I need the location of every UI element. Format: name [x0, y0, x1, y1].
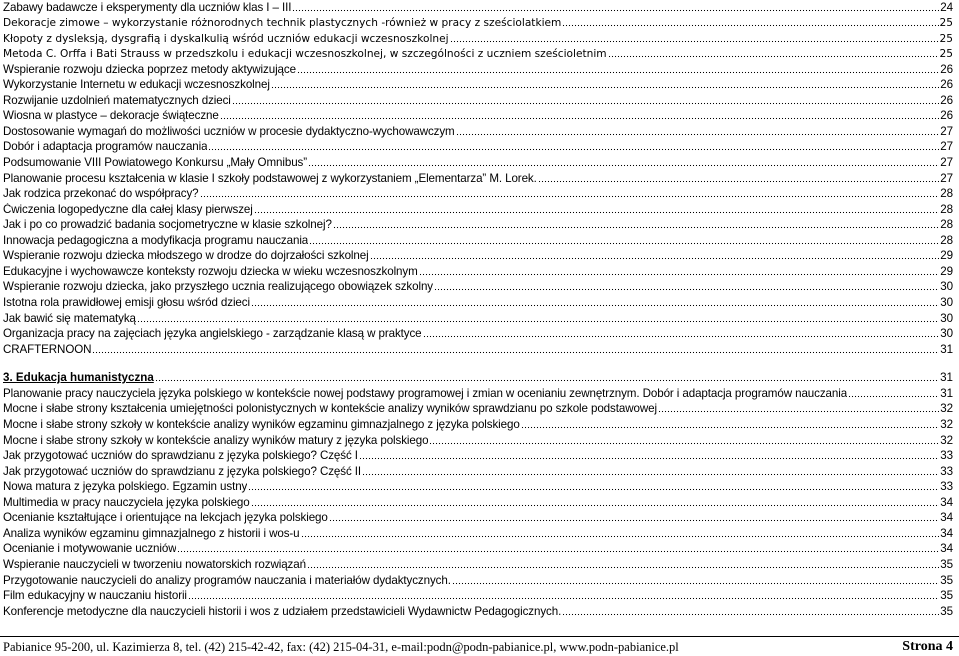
toc-entry[interactable]: [3, 109, 953, 123]
toc-dot-leader: [538, 180, 940, 183]
toc-entry-title: Planowanie pracy nauczyciela języka polskiego w kontekście nowej podstawy programowej i zmian w ocenianiu zewnętrznym. Dobór i adaptacja programów nauczania: [3, 386, 848, 400]
toc-entry[interactable]: [3, 402, 953, 416]
toc-entry-page: 25: [939, 17, 953, 30]
toc-dot-leader: [562, 24, 938, 27]
toc-dot-leader: [271, 86, 939, 89]
toc-entry[interactable]: [3, 449, 953, 463]
toc-dot-leader: [333, 226, 940, 229]
toc-entry[interactable]: [3, 327, 953, 341]
toc-entry-title: Wspieranie nauczycieli w tworzeniu nowatorskich rozwiązań: [3, 557, 306, 571]
toc-entry-title: Wspieranie rozwoju dziecka młodszego w drodze do dojrzałości szkolnej: [3, 249, 369, 263]
toc-dot-leader: [848, 395, 939, 398]
toc-entry-title: Ocenianie i motywowanie uczniów: [3, 542, 177, 556]
toc-entry-page: 24: [940, 0, 953, 14]
toc-dot-leader: [208, 148, 939, 151]
toc-entry-page: 30: [940, 280, 953, 294]
toc-entry[interactable]: [3, 265, 953, 279]
toc-entry-page: 32: [940, 402, 953, 416]
toc-entry[interactable]: [3, 1, 953, 15]
toc-entry[interactable]: [3, 589, 953, 603]
toc-entry-page: 32: [940, 433, 953, 447]
toc-entry-title: Wiosna w plastyce – dekoracje świąteczne: [3, 109, 219, 123]
toc-entry[interactable]: [3, 249, 953, 263]
toc-entry-page: 28: [940, 187, 953, 201]
toc-entry-page: 30: [940, 311, 953, 325]
toc-entry-title: Jak rodzica przekonać do współpracy?: [3, 187, 199, 201]
toc-entry-title: Mocne i słabe strony szkoły w kontekście analizy wyników matury z języka polskiego: [3, 433, 429, 447]
toc-entry-title: Wykorzystanie Internetu w edukacji wczesnoszkolnej: [3, 78, 270, 92]
toc-entry-title: Rozwijanie uzdolnień matematycznych dzieci: [3, 93, 231, 107]
toc-entry-page: 34: [940, 495, 953, 509]
toc-entry-page: 27: [940, 171, 953, 185]
toc-entry[interactable]: [3, 296, 953, 310]
toc-dot-leader: [434, 288, 939, 291]
toc-entry-page: 34: [940, 542, 953, 556]
toc-entry-page: 27: [940, 140, 953, 154]
toc-entry[interactable]: [3, 172, 953, 186]
toc-entry[interactable]: [3, 343, 953, 357]
toc-entry-title: Ćwiczenia logopedyczne dla całej klasy pierwszej: [3, 202, 253, 216]
toc-entry-title: Nowa matura z języka polskiego. Egzamin ustny: [3, 480, 248, 494]
toc-entry[interactable]: [3, 234, 953, 248]
page-footer: [0, 636, 959, 656]
toc-dot-leader: [248, 488, 939, 491]
toc-dot-leader: [297, 71, 939, 74]
toc-dot-leader: [359, 457, 939, 460]
toc-entry[interactable]: [3, 280, 953, 294]
toc-entry-page: 28: [940, 218, 953, 232]
toc-entry[interactable]: [3, 32, 953, 46]
toc-dot-leader: [329, 519, 940, 522]
toc-dot-leader: [370, 257, 940, 260]
toc-entry-page: 26: [940, 93, 953, 107]
toc-dot-leader: [292, 9, 939, 12]
toc-entry-title: Dostosowanie wymagań do możliwości uczniów w procesie dydaktyczno-wychowawczym: [3, 124, 455, 138]
toc-section-heading[interactable]: [3, 371, 953, 385]
toc-entry-title: Planowanie procesu kształcenia w klasie I szkoły podstawowej z wykorzystaniem „Elementarza” M. Lorek.: [3, 171, 537, 185]
toc-entry-page: 30: [940, 295, 953, 309]
toc-dot-leader: [658, 410, 939, 413]
toc-entry[interactable]: [3, 480, 953, 494]
toc-entry[interactable]: [3, 574, 953, 588]
toc-entry-page: 31: [940, 342, 953, 356]
toc-entry-page: 29: [940, 264, 953, 278]
toc-entry-page: 33: [940, 464, 953, 478]
toc-dot-leader: [188, 597, 939, 600]
toc-entry-page: 35: [940, 589, 953, 603]
toc-entry[interactable]: [3, 94, 953, 108]
toc-entry-page: 29: [940, 249, 953, 263]
toc-dot-leader: [254, 211, 940, 214]
toc-entry-page: 31: [940, 371, 953, 385]
toc-entry[interactable]: [3, 605, 953, 619]
toc-entry[interactable]: [3, 511, 953, 525]
toc-entry-title: Mocne i słabe strony kształcenia umiejętności polonistycznych w kontekście analizy wyników sprawdzianu po szkole podstawowej: [3, 402, 657, 416]
toc-entry-title: Kłopoty z dysleksją, dysgrafią i dyskalkulią wśród uczniów edukacji wczesnoszkolnej: [3, 32, 449, 45]
toc-entry-title: Dekoracje zimowe – wykorzystanie różnorodnych technik plastycznych -również w pracy z sześciolatkiem: [3, 17, 562, 30]
footer-address: Pabianice 95-200, ul. Kazimierza 8, tel. (42) 215-42-42, fax: (42) 215-04-31, e-mail:podn@podn-pabianice.pl, www.podn-pabianice.pl: [3, 640, 679, 654]
toc-entry[interactable]: [3, 203, 953, 217]
toc-entry-page: 25: [939, 32, 953, 45]
toc-dot-leader: [155, 379, 939, 382]
toc-entry-title: Jak przygotować uczniów do sprawdzianu z języka polskiego? Część II: [3, 464, 362, 478]
toc-dot-leader: [450, 40, 939, 43]
toc-entry[interactable]: [3, 125, 953, 139]
toc-entry-title: Dobór i adaptacja programów nauczania: [3, 140, 208, 154]
toc-entry-page: 25: [939, 48, 953, 61]
toc-entry-page: 34: [940, 511, 953, 525]
toc-entry-title: Jak i po co prowadzić badania socjometryczne w klasie szkolnej?: [3, 218, 332, 232]
toc-entry-title: Przygotowanie nauczycieli do analizy programów nauczania i materiałów dydaktycznych.: [3, 573, 451, 587]
toc-entry-title: Multimedia w pracy nauczyciela języka polskiego: [3, 495, 250, 509]
toc-entry-page: 27: [940, 124, 953, 138]
toc-dot-leader: [419, 273, 940, 276]
toc-entry-title: Jak przygotować uczniów do sprawdzianu z języka polskiego? Część I: [3, 449, 358, 463]
footer-page-number: Strona 4: [902, 639, 953, 654]
toc-entry-page: 33: [940, 480, 953, 494]
toc-entry[interactable]: [3, 465, 953, 479]
toc-dot-leader: [232, 102, 940, 105]
toc-entry-page: 28: [940, 233, 953, 247]
toc-dot-leader: [177, 550, 939, 553]
toc-dot-leader: [92, 351, 939, 354]
toc-entry[interactable]: [3, 542, 953, 556]
toc-entry-title: Zabawy badawcze i eksperymenty dla uczniów klas I – III: [3, 0, 292, 14]
toc-dot-leader: [423, 335, 940, 338]
toc-entry-title: Istotna rola prawidłowej emisji głosu wśród dzieci: [3, 295, 250, 309]
toc-entry[interactable]: [3, 387, 953, 401]
toc-entry[interactable]: [3, 312, 953, 326]
toc-entry-page: 31: [940, 386, 953, 400]
toc-entry-title: Film edukacyjny w nauczaniu historii: [3, 589, 187, 603]
toc-dot-leader: [521, 426, 940, 429]
toc-dot-leader: [307, 566, 939, 569]
toc-dot-leader: [456, 133, 940, 136]
toc-entry[interactable]: [3, 47, 953, 61]
toc-entry-title: Organizacja pracy na zajęciach języka angielskiego - zarządzanie klasą w praktyce: [3, 327, 422, 341]
toc-entry-page: 26: [940, 109, 953, 123]
toc-entry-page: 35: [940, 604, 953, 618]
toc-entry[interactable]: [3, 156, 953, 170]
toc-entry-page: 26: [940, 62, 953, 76]
toc-entry-page: 32: [940, 418, 953, 431]
toc-entry-title: Metoda C. Orffa i Bati Strauss w przedszkolu i edukacji wczesnoszkolnej, w szczególności z uczniem sześcioletnim: [3, 48, 607, 61]
toc-entry-title: 3. Edukacja humanistyczna: [3, 371, 154, 385]
toc-entry-title: Ocenianie kształtujące i orientujące na lekcjach języka polskiego: [3, 511, 328, 525]
toc-entry-title: Mocne i słabe strony szkoły w kontekście analizy wyników egzaminu gimnazjalnego z języka polskiego: [3, 418, 520, 431]
toc-entry[interactable]: [3, 16, 953, 30]
toc-dot-leader: [362, 473, 939, 476]
toc-entry[interactable]: [3, 140, 953, 154]
toc-entry[interactable]: [3, 527, 953, 541]
toc-entry[interactable]: [3, 418, 953, 432]
toc-entry-page: 35: [940, 573, 953, 587]
toc-entry-page: 27: [940, 156, 953, 169]
toc-dot-leader: [429, 442, 939, 445]
toc-entry-title: Analiza wyników egzaminu gimnazjalnego z historii i wos-u: [3, 526, 300, 540]
toc-entry-page: 28: [940, 202, 953, 216]
toc-dot-leader: [562, 613, 939, 616]
toc-dot-leader: [251, 504, 940, 507]
toc-entry[interactable]: [3, 496, 953, 510]
toc-entry-title: Wspieranie rozwoju dziecka poprzez metody aktywizujące: [3, 62, 296, 76]
toc-entry[interactable]: [3, 187, 953, 201]
toc-entry-title: Konferencje metodyczne dla nauczycieli historii i wos z udziałem przedstawicieli Wydawnictw Pedagogicznych.: [3, 604, 562, 618]
toc-entry[interactable]: [3, 63, 953, 77]
toc-entry-page: 35: [940, 557, 953, 571]
toc-entry-page: 30: [940, 327, 953, 341]
toc-dot-leader: [200, 195, 940, 198]
toc-entry-title: CRAFTERNOON: [3, 342, 92, 356]
toc-dot-leader: [251, 304, 939, 307]
toc-entry-title: Jak bawić się matematyką: [3, 311, 136, 325]
toc-entry[interactable]: [3, 558, 953, 572]
toc-entry[interactable]: [3, 218, 953, 232]
toc-entry-page: 26: [940, 78, 953, 92]
toc-dot-leader: [301, 535, 940, 538]
toc-entry-title: Innowacja pedagogiczna a modyfikacja programu nauczania: [3, 233, 309, 247]
toc-entry[interactable]: [3, 434, 953, 448]
toc-entry-page: 34: [940, 526, 953, 540]
toc-dot-leader: [608, 55, 939, 58]
toc-entry-title: Podsumowanie VIII Powiatowego Konkursu „Mały Omnibus”: [3, 156, 308, 169]
toc-entry-title: Edukacyjne i wychowawcze konteksty rozwoju dziecka w wieku wczesnoszkolnym: [3, 264, 418, 278]
toc-dot-leader: [220, 117, 940, 120]
toc-dot-leader: [452, 582, 939, 585]
toc-dot-leader: [309, 242, 939, 245]
toc-entry-page: 33: [940, 449, 953, 463]
toc-dot-leader: [308, 164, 939, 167]
toc-dot-leader: [137, 320, 939, 323]
toc-entry-title: Wspieranie rozwoju dziecka, jako przyszłego ucznia realizującego obowiązek szkolny: [3, 280, 433, 294]
toc-entry[interactable]: [3, 78, 953, 92]
